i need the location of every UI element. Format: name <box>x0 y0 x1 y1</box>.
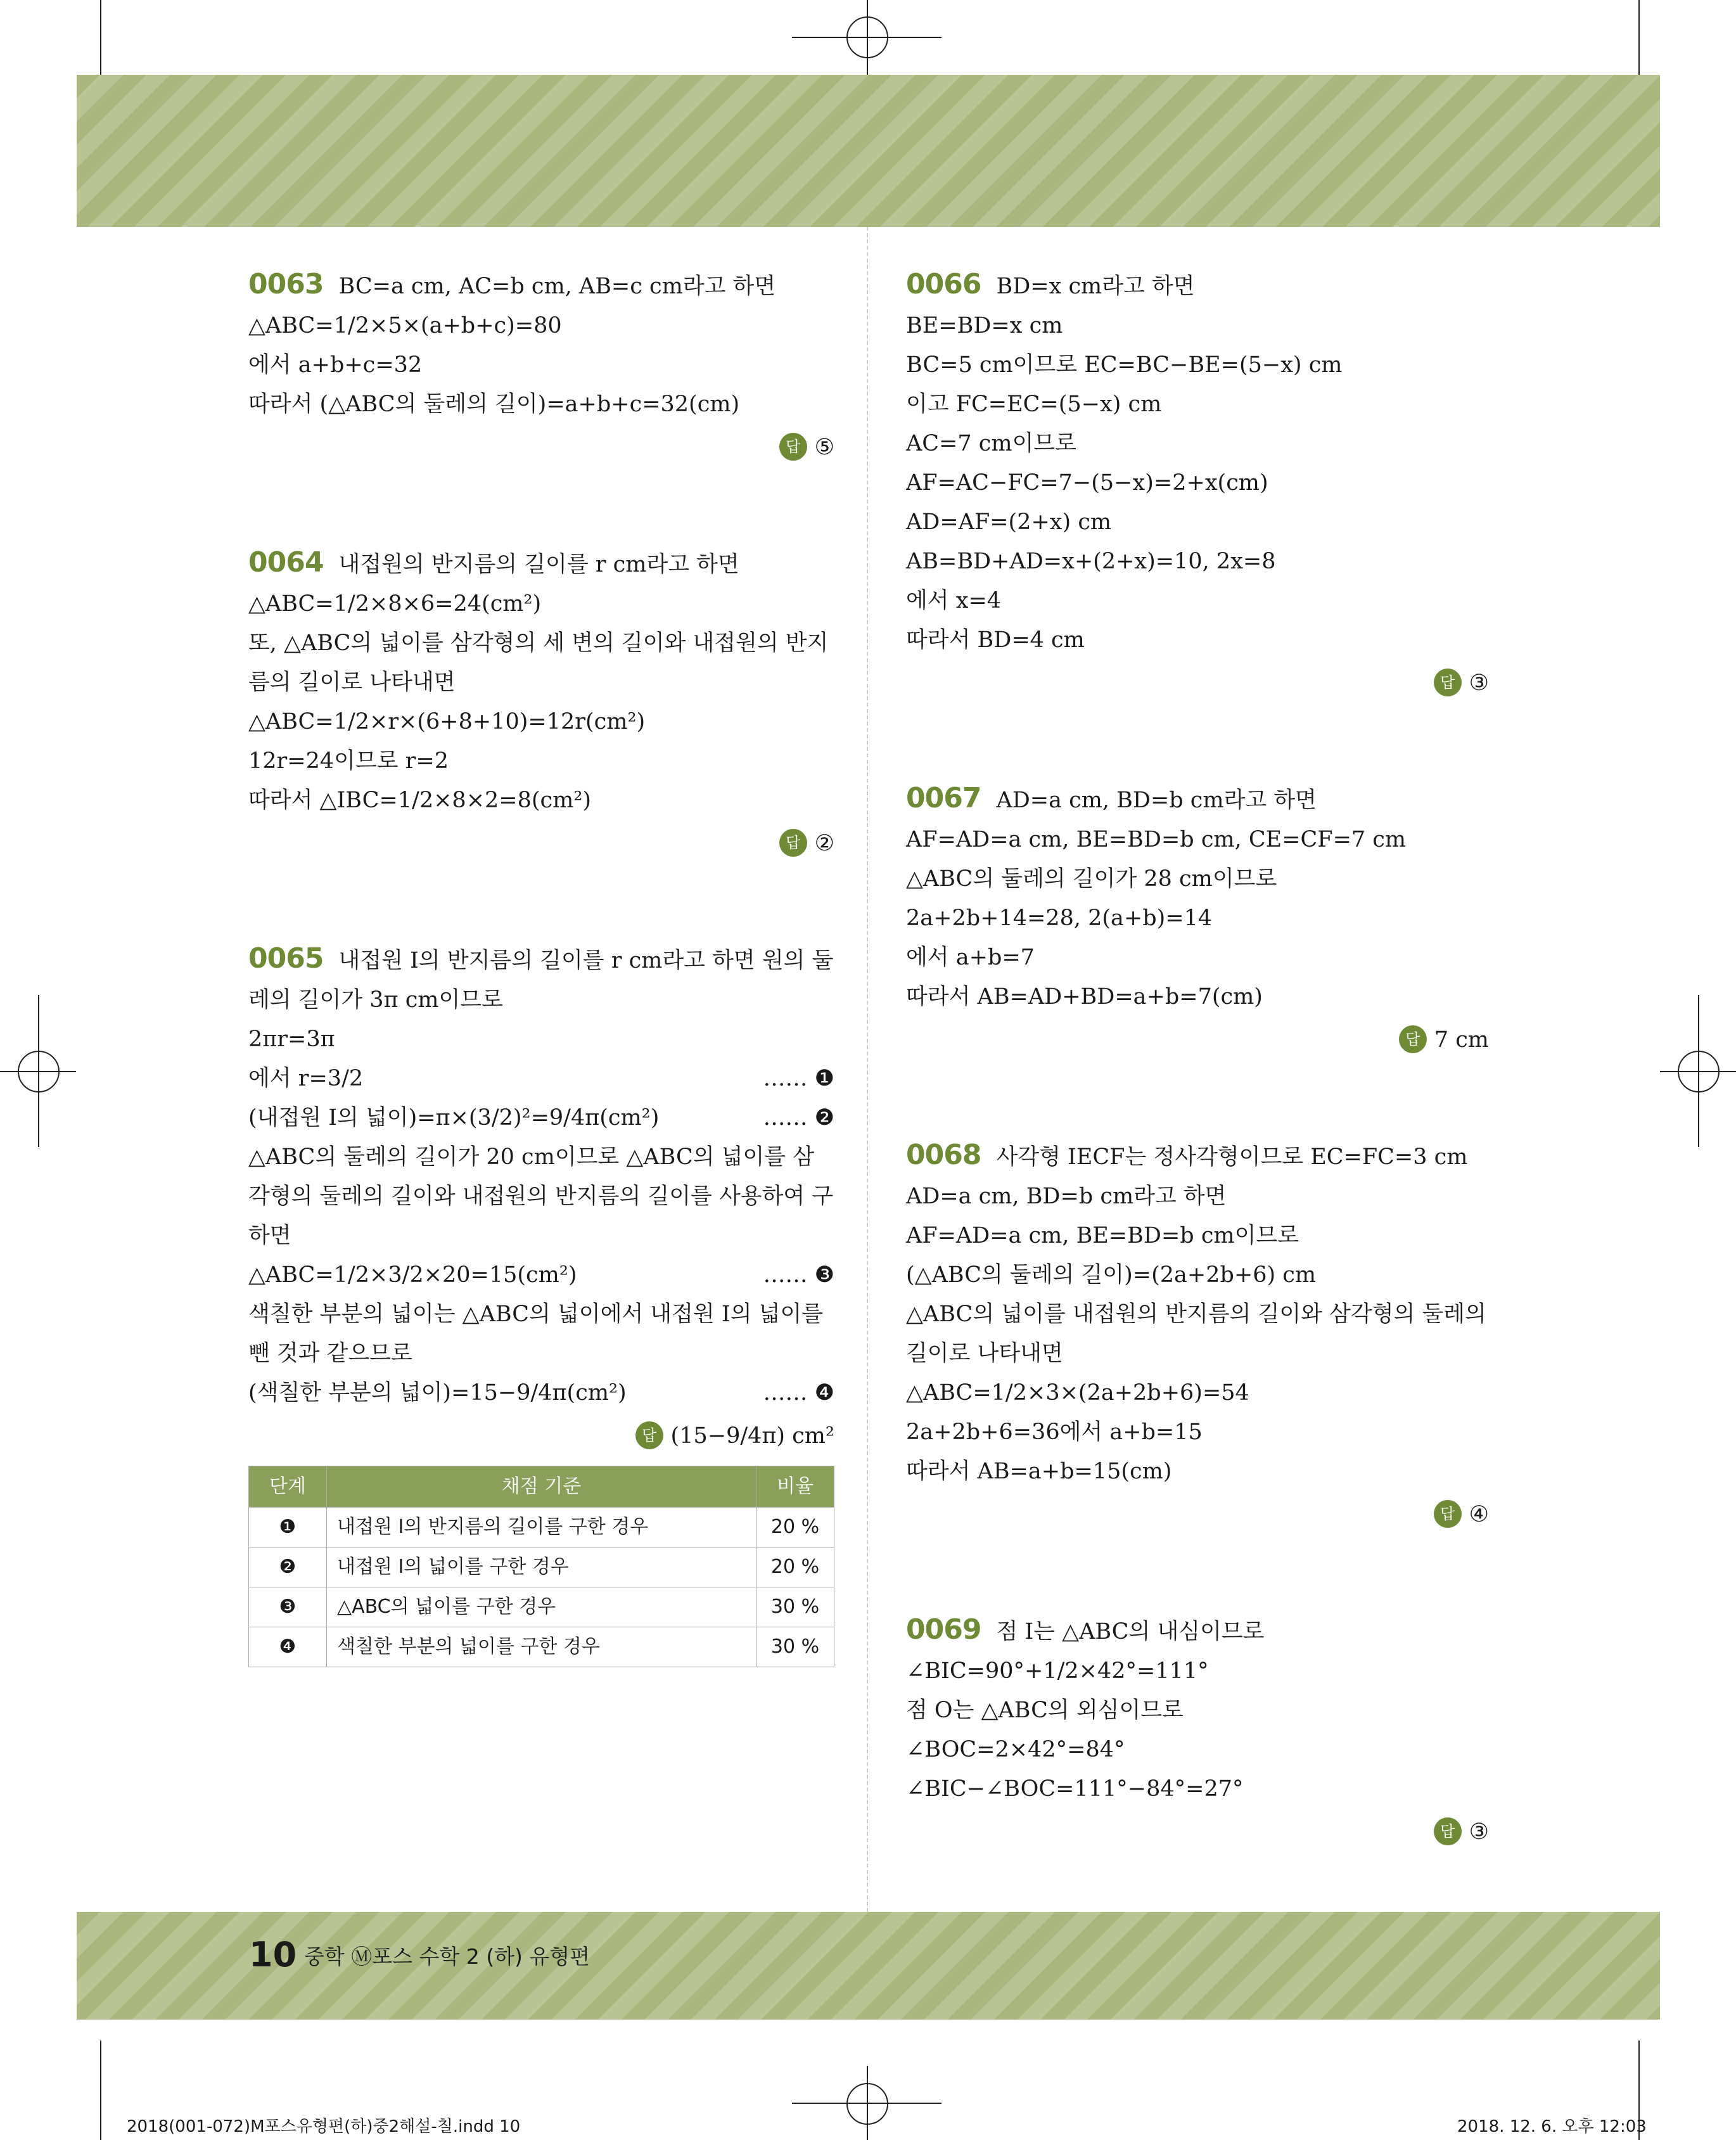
table-header: 비율 <box>756 1466 834 1508</box>
right-column <box>906 265 1489 1852</box>
file-info: 2018(001-072)M포스유형편(하)중2해설-칠.indd 10 <box>127 2117 521 2136</box>
answer <box>248 428 834 467</box>
table-row <box>249 1627 834 1667</box>
problem-0066 <box>906 265 1489 703</box>
column-divider <box>867 227 868 1912</box>
answer-value: ② <box>814 831 834 856</box>
solution-line: 에서 x=4 <box>906 588 1002 613</box>
solution-line: AC=7 cm이므로 <box>906 431 1076 456</box>
registration-mark <box>1678 1051 1720 1092</box>
solution-line: (△ABC의 둘레의 길이)=(2a+2b+6) cm <box>906 1262 1317 1288</box>
solution-line: (내접원 I의 넓이)=π×(3/2)²=9/4π(cm²) <box>248 1105 660 1131</box>
crop-mark <box>100 0 101 75</box>
solution-line: 점 I는 △ABC의 내심이므로 <box>996 1619 1265 1644</box>
solution-line: 길이로 나타내면 <box>906 1341 1063 1366</box>
solution-line: AD=AF=(2+x) cm <box>906 509 1112 535</box>
book-title: 중학 Ⓜ포스 수학 2 (하) 유형편 <box>304 1944 590 1969</box>
table-cell-criterion: 내접원 I의 넓이를 구한 경우 <box>327 1547 756 1587</box>
answer-value: ③ <box>1469 670 1489 696</box>
solution-line: BE=BD=x cm <box>906 313 1063 338</box>
table-cell-ratio: 20 % <box>756 1508 834 1547</box>
step-marker: …… ❹ <box>763 1380 834 1406</box>
step-marker: …… ❷ <box>763 1105 834 1131</box>
solution-line: △ABC=1/2×3×(2a+2b+6)=54 <box>906 1380 1249 1406</box>
problem-0064 <box>248 543 834 863</box>
table-cell-step: ❷ <box>249 1547 327 1587</box>
solution-line: AD=a cm, BD=b cm라고 하면 <box>996 788 1317 813</box>
header-band <box>77 75 1660 227</box>
solution-line: AF=AD=a cm, BE=BD=b cm이므로 <box>906 1223 1299 1248</box>
answer <box>906 1495 1489 1534</box>
solution-line: 색칠한 부분의 넓이는 △ABC의 넓이에서 내접원 I의 넓이를 <box>248 1302 824 1327</box>
answer-value: ⑤ <box>814 435 834 460</box>
problem-0067 <box>906 779 1489 1060</box>
problem-number: 0063 <box>248 268 324 300</box>
left-column <box>248 265 834 1667</box>
table-row <box>249 1508 834 1547</box>
registration-mark <box>846 16 888 58</box>
table-header: 채점 기준 <box>327 1466 756 1508</box>
table-cell-ratio: 30 % <box>756 1587 834 1627</box>
answer-value: ③ <box>1469 1819 1489 1845</box>
solution-line: △ABC=1/2×8×6=24(cm²) <box>248 591 542 617</box>
table-header-row <box>249 1466 834 1508</box>
grading-table <box>248 1466 834 1667</box>
table-row <box>249 1587 834 1627</box>
answer-value: ④ <box>1469 1502 1489 1527</box>
problem-0069 <box>906 1610 1489 1852</box>
crop-mark <box>1638 0 1640 75</box>
solution-line: 에서 a+b=7 <box>906 945 1035 970</box>
solution-line: △ABC=1/2×3/2×20=15(cm²) <box>248 1262 577 1288</box>
solution-line: 에서 a+b+c=32 <box>248 352 423 378</box>
solution-line: 또, △ABC의 넓이를 삼각형의 세 변의 길이와 내접원의 반지 <box>248 631 829 656</box>
solution-line: AB=BD+AD=x+(2+x)=10, 2x=8 <box>906 549 1276 574</box>
answer-badge: 답 <box>1434 1817 1462 1845</box>
solution-line: ∠BIC=90°+1/2×42°=111° <box>906 1658 1209 1684</box>
problem-number: 0064 <box>248 546 324 579</box>
solution-line: △ABC의 둘레의 길이가 20 cm이므로 △ABC의 넓이를 삼 <box>248 1144 815 1170</box>
step-marker: …… ❸ <box>763 1262 834 1288</box>
solution-line: 각형의 둘레의 길이와 내접원의 반지름의 길이를 사용하여 구 <box>248 1184 834 1209</box>
answer <box>248 1416 834 1456</box>
table-cell-criterion: 색칠한 부분의 넓이를 구한 경우 <box>327 1627 756 1667</box>
solution-line: (색칠한 부분의 넓이)=15−9/4π(cm²) <box>248 1380 627 1406</box>
problem-number: 0067 <box>906 782 981 814</box>
solution-line: 이고 FC=EC=(5−x) cm <box>906 392 1162 417</box>
solution-line: 따라서 AB=AD+BD=a+b=7(cm) <box>906 984 1263 1009</box>
solution-line: 점 O는 △ABC의 외심이므로 <box>906 1698 1184 1723</box>
problem-number: 0069 <box>906 1613 981 1646</box>
solution-line: 2a+2b+14=28, 2(a+b)=14 <box>906 906 1213 931</box>
answer-value: (15−9/4π) cm² <box>670 1423 834 1449</box>
solution-line: AF=AC−FC=7−(5−x)=2+x(cm) <box>906 470 1268 496</box>
table-row <box>249 1547 834 1587</box>
table-cell-ratio: 30 % <box>756 1627 834 1667</box>
page-number: 10 <box>249 1935 297 1975</box>
answer-badge: 답 <box>779 433 807 461</box>
table-cell-ratio: 20 % <box>756 1547 834 1587</box>
solution-line: ∠BOC=2×42°=84° <box>906 1737 1125 1762</box>
solution-line: 하면 <box>248 1223 291 1248</box>
solution-line: 2πr=3π <box>248 1027 335 1052</box>
solution-line: AF=AD=a cm, BE=BD=b cm, CE=CF=7 cm <box>906 827 1407 852</box>
solution-line: △ABC의 둘레의 길이가 28 cm이므로 <box>906 866 1277 892</box>
solution-line: △ABC의 넓이를 내접원의 반지름의 길이와 삼각형의 둘레의 <box>906 1302 1486 1327</box>
problem-number: 0066 <box>906 268 981 300</box>
solution-line: 내접원 I의 반지름의 길이를 r cm라고 하면 원의 둘 <box>338 948 834 973</box>
registration-mark <box>846 2083 888 2125</box>
problem-number: 0068 <box>906 1139 981 1171</box>
registration-mark <box>18 1051 60 1092</box>
table-cell-step: ❶ <box>249 1508 327 1547</box>
solution-line: 따라서 △IBC=1/2×8×2=8(cm²) <box>248 788 592 813</box>
solution-line: 2a+2b+6=36에서 a+b=15 <box>906 1419 1203 1445</box>
problem-number: 0065 <box>248 942 324 975</box>
solution-line: 사각형 IECF는 정사각형이므로 EC=FC=3 cm <box>996 1144 1468 1170</box>
solution-line: 따라서 AB=a+b=15(cm) <box>906 1459 1172 1484</box>
answer-badge: 답 <box>635 1421 663 1449</box>
step-marker: …… ❶ <box>763 1066 834 1091</box>
answer <box>248 824 834 863</box>
answer-badge: 답 <box>1434 669 1462 696</box>
table-cell-step: ❸ <box>249 1587 327 1627</box>
table-cell-criterion: 내접원 I의 반지름의 길이를 구한 경우 <box>327 1508 756 1547</box>
problem-0065 <box>248 939 834 1667</box>
solution-line: ∠BIC−∠BOC=111°−84°=27° <box>906 1776 1244 1802</box>
solution-line: 름의 길이로 나타내면 <box>248 670 456 695</box>
solution-line: AD=a cm, BD=b cm라고 하면 <box>906 1184 1227 1209</box>
answer-badge: 답 <box>1434 1500 1462 1528</box>
table-cell-step: ❹ <box>249 1627 327 1667</box>
solution-line: 12r=24이므로 r=2 <box>248 748 449 774</box>
answer <box>906 1020 1489 1060</box>
answer-badge: 답 <box>779 829 807 857</box>
answer-badge: 답 <box>1399 1025 1427 1053</box>
print-timestamp: 2018. 12. 6. 오후 12:03 <box>1457 2117 1647 2136</box>
answer <box>906 663 1489 703</box>
solution-line: 뺀 것과 같으므로 <box>248 1341 412 1366</box>
solution-line: 따라서 (△ABC의 둘레의 길이)=a+b+c=32(cm) <box>248 392 740 417</box>
problem-0068 <box>906 1136 1489 1534</box>
answer-value: 7 cm <box>1434 1027 1489 1053</box>
solution-line: BC=a cm, AC=b cm, AB=c cm라고 하면 <box>338 274 776 299</box>
table-cell-criterion: △ABC의 넓이를 구한 경우 <box>327 1587 756 1627</box>
solution-line: △ABC=1/2×r×(6+8+10)=12r(cm²) <box>248 709 646 734</box>
solution-line: BC=5 cm이므로 EC=BC−BE=(5−x) cm <box>906 352 1343 378</box>
solution-line: 에서 r=3/2 <box>248 1066 364 1091</box>
solution-line: 내접원의 반지름의 길이를 r cm라고 하면 <box>338 552 739 577</box>
solution-line: 따라서 BD=4 cm <box>906 627 1085 653</box>
table-header: 단계 <box>249 1466 327 1508</box>
solution-line: 레의 길이가 3π cm이므로 <box>248 987 503 1013</box>
answer <box>906 1812 1489 1852</box>
problem-0063 <box>248 265 834 467</box>
crop-mark <box>100 2041 101 2140</box>
solution-line: BD=x cm라고 하면 <box>996 274 1195 299</box>
solution-line: △ABC=1/2×5×(a+b+c)=80 <box>248 313 562 338</box>
